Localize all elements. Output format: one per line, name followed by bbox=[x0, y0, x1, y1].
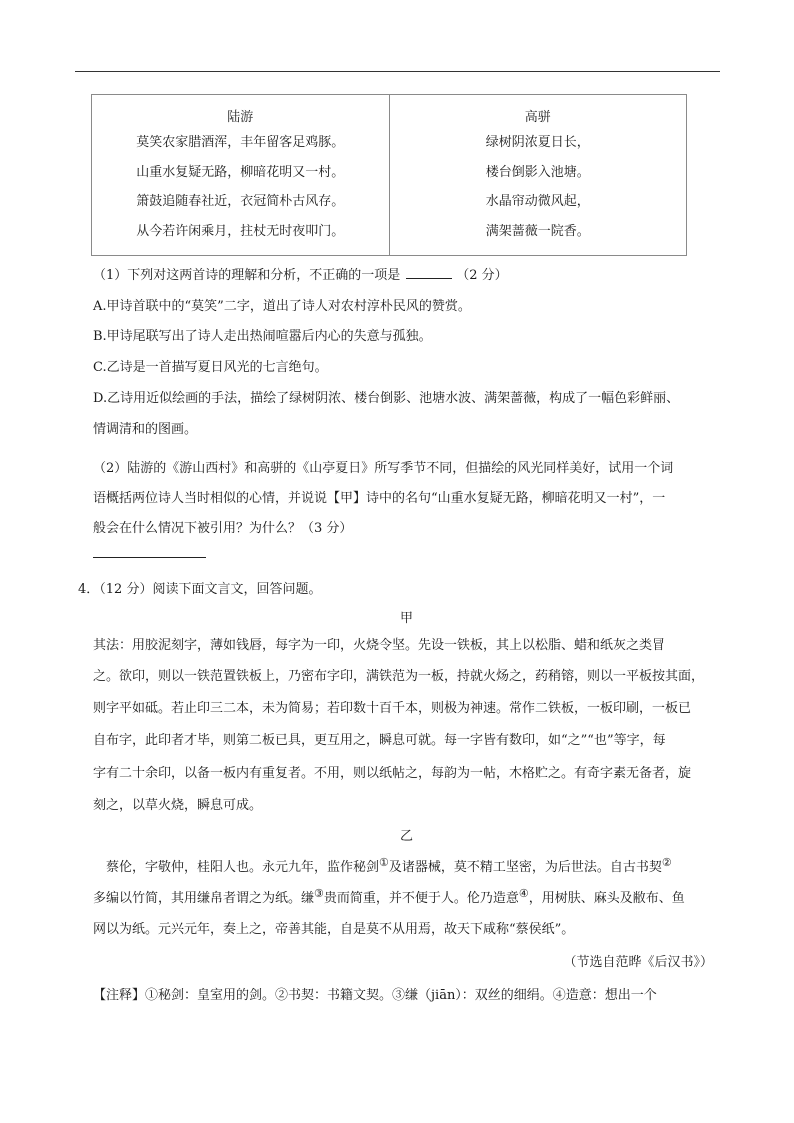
poem-line: 山重水复疑无路，柳暗花明又一村。 bbox=[136, 164, 345, 180]
passage-text: 蔡伦，字敬仲，桂阳人也。永元九年，监作秘剑 bbox=[106, 860, 380, 875]
poem-line: 莫笑农家腊酒浑，丰年留客足鸡豚。 bbox=[136, 135, 345, 150]
question-1-text: （1）下列对这两首诗的理解和分析，不正确的一项是 bbox=[93, 268, 401, 283]
note-marker: ④ bbox=[518, 887, 529, 900]
header-rule bbox=[75, 71, 720, 72]
passage-text: 多编以竹简，其用缣帛者谓之为纸。缣 bbox=[93, 891, 315, 906]
passage-yi-title: 乙 bbox=[399, 829, 413, 844]
passage-jia-line: 其法：用胶泥刻字，薄如钱唇，每字为一印，火烧令坚。先设一铁板，其上以松脂、蜡和纸灰之类冒 bbox=[93, 638, 666, 653]
question-1-score: （2 分） bbox=[456, 268, 508, 283]
passage-text: ，用树肤、麻头及敝布、鱼 bbox=[528, 891, 685, 906]
option-d-line-1: D.乙诗用近似绘画的手法，描绘了绿树阴浓、楼台倒影、池塘水波、满架蔷薇，构成了一幅色彩鲜丽、 bbox=[93, 391, 680, 406]
note-marker: ② bbox=[661, 856, 672, 869]
answer-blank[interactable] bbox=[406, 268, 452, 279]
option-c: C.乙诗是一首描写夏日风光的七言绝句。 bbox=[93, 360, 328, 375]
option-b: B.甲诗尾联写出了诗人走出热闹喧嚣后内心的失意与孤独。 bbox=[93, 329, 432, 344]
question-1-stem bbox=[93, 264, 508, 283]
passage-jia-line: 自布字，此印者才毕，则第二板已具，更互用之，瞬息可就。每一字皆有数印，如“之”“也”等字，每 bbox=[93, 733, 666, 748]
passage-jia-line: 之。欲印，则以一铁范置铁板上，乃密布字印，满铁范为一板，持就火炀之，药稍镕，则以一平板按其面， bbox=[93, 669, 705, 684]
note-marker: ① bbox=[379, 856, 389, 869]
passage-yi-line-1 bbox=[106, 856, 672, 875]
poem-line: 绿树阴浓夏日长， bbox=[485, 135, 590, 150]
passage-jia-line: 则字平如砥。若止印三二本，未为简易；若印数十百千本，则极为神速。常作二铁板，一板印刷，一板已 bbox=[93, 701, 692, 716]
poem-column-gao-pian bbox=[390, 95, 687, 255]
poem-line: 楼台倒影入池塘。 bbox=[485, 164, 590, 180]
poem-line: 水晶帘动微风起， bbox=[485, 194, 590, 209]
passage-jia-title: 甲 bbox=[399, 611, 413, 626]
poem-line: 箫鼓追随春社近，衣冠简朴古风存。 bbox=[136, 194, 345, 209]
poem-author-title: 高骈 bbox=[524, 110, 551, 125]
question-2-line-1: （2）陆游的《游山西村》和高骈的《山亭夏日》所写季节不同，但描绘的风光同样美好，试用一个词 bbox=[93, 461, 674, 476]
poem-author-title: 陆游 bbox=[227, 110, 254, 125]
question-2-line-2: 语概括两位诗人当时相似的心情，并说说【甲】诗中的名句“山重水复疑无路，柳暗花明又一村”，一 bbox=[93, 491, 666, 506]
poem-comparison-table bbox=[91, 94, 687, 256]
poem-column-lu-you bbox=[92, 95, 390, 255]
passage-jia-line: 字有二十余印，以备一板内有重复者。不用，则以纸帖之，每韵为一帖，木格贮之。有奇字素无备者，旋 bbox=[93, 766, 692, 781]
passage-jia-line: 刻之，以草火烧，瞬息可成。 bbox=[93, 798, 263, 813]
passage-text: 及诸器械，莫不精工坚密，为后世法。自古书契 bbox=[388, 860, 662, 875]
passage-yi-line-3: 网以为纸。元兴元年，奏上之，帝善其能，自是莫不从用焉，故天下咸称“蔡侯纸”。 bbox=[93, 922, 575, 937]
question-2-line-3: 般会在什么情况下被引用？为什么？（3 分） bbox=[93, 521, 353, 536]
passage-yi-line-2 bbox=[93, 887, 685, 906]
annotation-notes: 【注释】①秘剑：皇室用的剑。②书契：书籍文契。③缣（jiān）：双丝的细绢。④造意：想出一个 bbox=[93, 988, 657, 1003]
option-a: A.甲诗首联中的“莫笑”二字，道出了诗人对农村淳朴民风的赞赏。 bbox=[93, 299, 471, 314]
option-d-line-2: 情调清和的图画。 bbox=[93, 422, 198, 437]
poem-line: 满架蔷薇一院香。 bbox=[485, 223, 590, 239]
passage-text: 贵而简重，并不便于人。伦乃造意 bbox=[323, 891, 519, 906]
poem-line: 从今若许闲乘月，拄杖无时夜叩门。 bbox=[136, 223, 345, 239]
note-marker: ③ bbox=[314, 887, 324, 900]
passage-source: （节选自范晔《后汉书》） bbox=[563, 955, 713, 970]
answer-line[interactable] bbox=[93, 557, 206, 558]
question-4-header: 4．（12 分）阅读下面文言文，回答问题。 bbox=[78, 582, 322, 597]
